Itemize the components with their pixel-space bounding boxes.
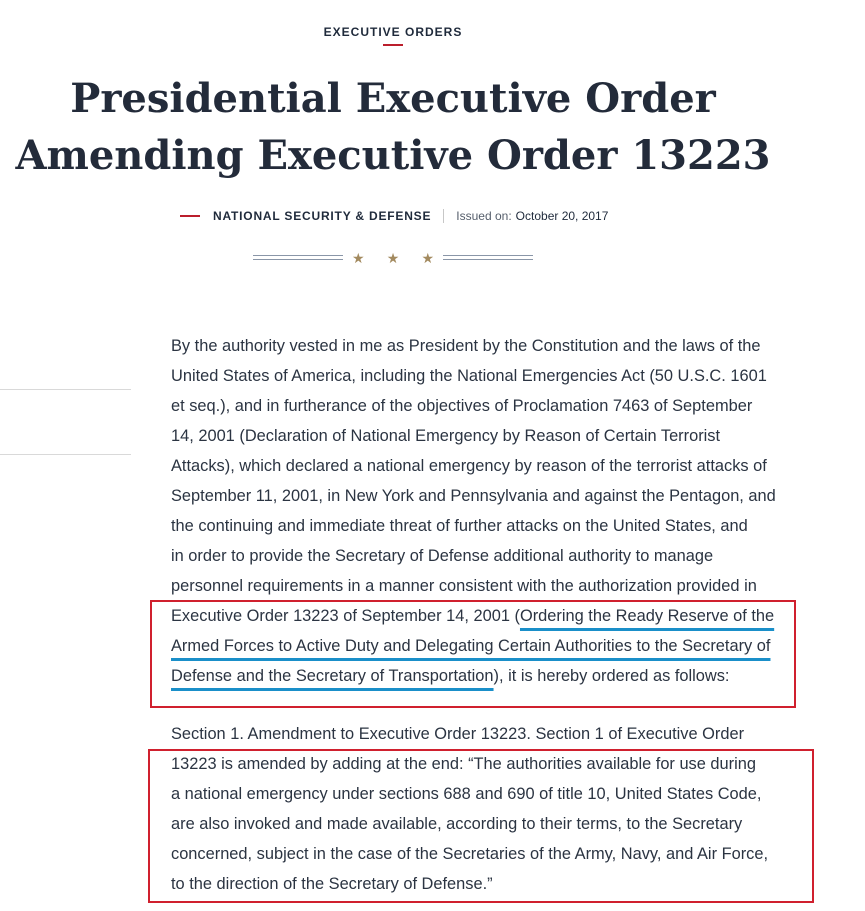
text-line: September 11, 2001, in New York and Pennsylvania and against the Pentagon, and (171, 487, 776, 505)
category-label[interactable]: EXECUTIVE ORDERS (323, 25, 463, 39)
text-line: a national emergency under sections 688 and 690 of title 10, United States Code, (171, 785, 762, 803)
page-title (0, 70, 786, 184)
preamble-paragraph (171, 331, 789, 691)
text-line: personnel requirements in a manner consistent with the authorization provided in (171, 577, 757, 595)
text-line: United States of America, including the National Emergencies Act (50 U.S.C. 1601 (171, 367, 767, 385)
title-line-1: Presidential Executive Order (70, 75, 716, 122)
section-1-paragraph (171, 719, 789, 899)
text-line: are also invoked and made available, according to their terms, to the Secretary (171, 815, 743, 833)
text-line: the continuing and immediate threat of further attacks on the United States, and (171, 517, 748, 535)
text-line: et seq.), and in furtherance of the objectives of Proclamation 7463 of September (171, 397, 753, 415)
text-line: Executive Order 13223 of September 14, 2001 ( (171, 607, 520, 625)
eo-13223-title-link[interactable]: Ordering the Ready Reserve of the (519, 607, 775, 625)
text-line: 13223 is amended by adding at the end: “The authorities available for use during (171, 755, 756, 773)
eo-13223-title-link[interactable]: Defense and the Secretary of Transportation (171, 667, 494, 685)
text-line: 14, 2001 (Declaration of National Emergency by Reason of Certain Terrorist (171, 427, 721, 445)
divider-right-lines (443, 255, 533, 260)
text-line: to the direction of the Secretary of Defense.” (171, 875, 493, 893)
eo-13223-title-link[interactable]: Armed Forces to Active Duty and Delegating Certain Authorities to the Secretary of (171, 637, 771, 655)
text-line: ), it is hereby ordered as follows: (493, 667, 730, 685)
title-line-2: Amending Executive Order 13223 (15, 132, 771, 179)
text-line: concerned, subject in the case of the Secretaries of the Army, Navy, and Air Force, (171, 845, 769, 863)
text-line: Attacks), which declared a national emergency by reason of the terrorist attacks of (171, 457, 767, 475)
sidebar-rule-bottom (0, 454, 131, 455)
meta-separator (443, 209, 444, 223)
meta-row (180, 208, 608, 224)
text-line: in order to provide the Secretary of Defense additional authority to manage (171, 547, 714, 565)
star-divider (352, 250, 434, 267)
category-underline (383, 44, 403, 46)
star-icon: ★ (386, 250, 400, 266)
text-line: Section 1. Amendment to Executive Order 13223. Section 1 of Executive Order (171, 725, 745, 743)
star-icon: ★ (352, 250, 365, 266)
topic-dash (180, 215, 200, 217)
issued-date: October 20, 2017 (515, 209, 609, 223)
star-icon: ★ (421, 250, 434, 266)
divider-left-lines (253, 255, 343, 260)
topic-link[interactable]: NATIONAL SECURITY & DEFENSE (213, 209, 432, 223)
text-line: By the authority vested in me as President by the Constitution and the laws of the (171, 337, 761, 355)
issued-label: Issued on: (456, 209, 512, 223)
sidebar-rule-top (0, 389, 131, 390)
